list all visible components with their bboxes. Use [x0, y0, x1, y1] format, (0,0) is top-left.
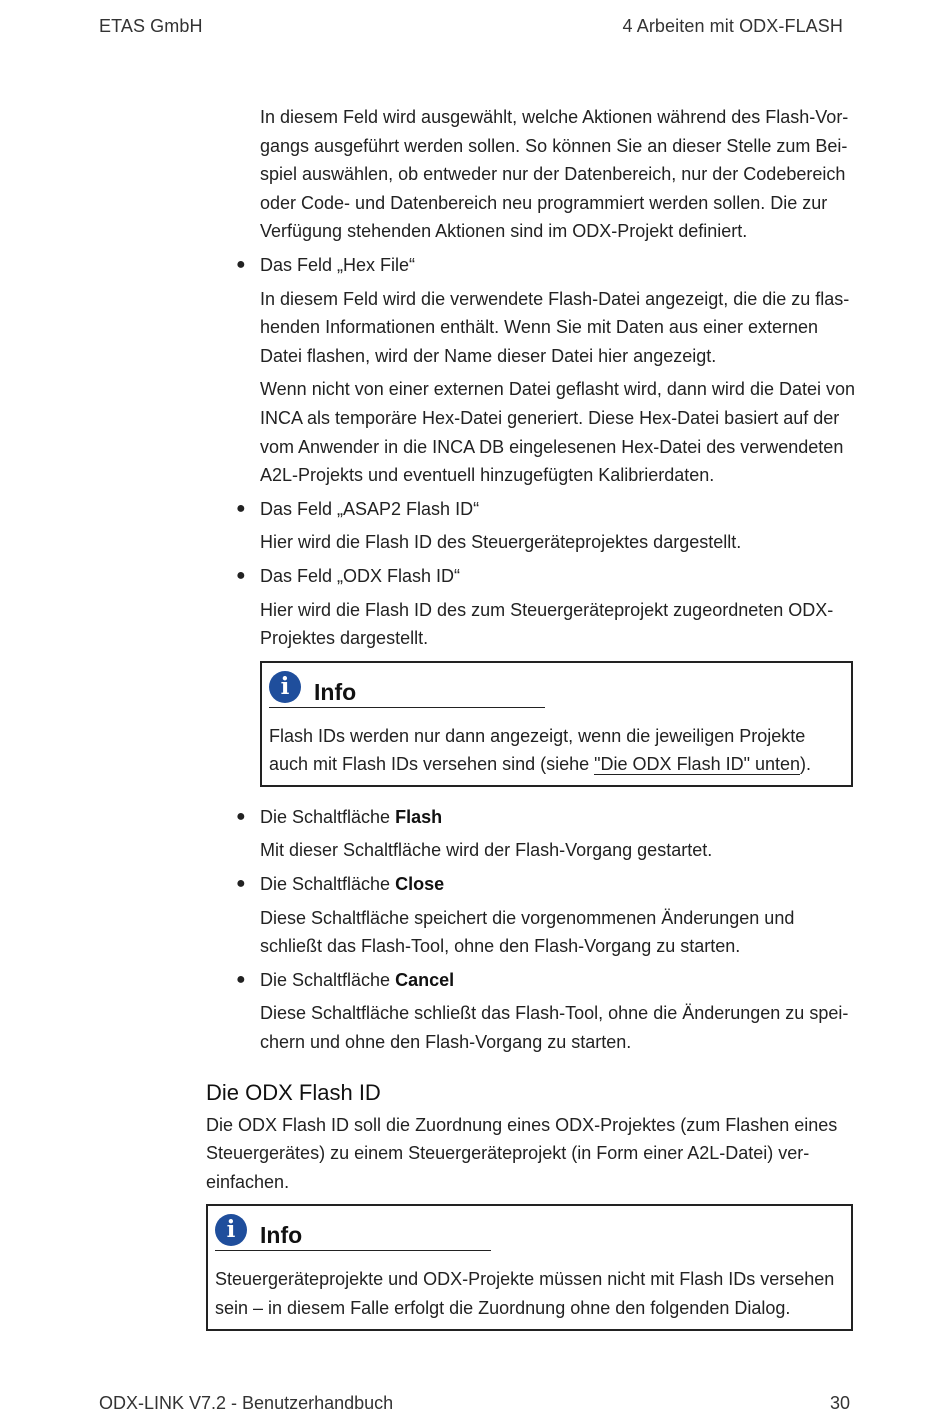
- info-text-before: Flash IDs werden nur dann angezeigt, wenn die jeweiligen Projekte auch mit Flash IDs versehen sind (siehe: [269, 725, 806, 775]
- list-item-asap2: [236, 495, 950, 524]
- header-company: ETAS GmbH: [99, 16, 203, 36]
- list-item-hexfile: [236, 251, 950, 280]
- paragraph-flash: Mit dieser Schaltfläche wird der Flash-Vorgang gestartet.: [260, 840, 713, 861]
- bullet-dot-icon: ●: [236, 566, 246, 584]
- paragraph-hexfile-2: Wenn nicht von einer externen Datei geflasht wird, dann wird die Datei von INCA als temporäre Hex-Datei generiert. Diese Hex-Datei basiert auf der vom Anwender in die INCA DB eingelesenen Hex-Datei des verwendeten A2L-Projekts und eventuell hinzugefügten Kalibrierdaten.: [260, 379, 856, 486]
- info-icon: i: [269, 671, 301, 703]
- info-box-flash-ids: [260, 661, 853, 787]
- bullet-dot-icon: ●: [236, 255, 246, 273]
- info-box-text: Steuergeräteprojekte und ODX-Projekte müssen nicht mit Flash IDs versehen sein – in diesem Falle erfolgt die Zuordnung ohne den folgenden Dialog.: [215, 1269, 835, 1318]
- paragraph-cancel: Diese Schaltfläche schließt das Flash-Tool, ohne die Änderungen zu spei-chern und ohne den Flash-Vorgang zu starten.: [260, 1003, 849, 1053]
- info-box-mapping: [206, 1204, 853, 1330]
- list-item-odx: [236, 562, 950, 591]
- list-item-label: Das Feld „ODX Flash ID“: [260, 565, 461, 586]
- paragraph-odx: Hier wird die Flash ID des zum Steuergeräteprojekt zugeordneten ODX-Projektes dargestellt.: [260, 599, 834, 649]
- info-text-after: ).: [800, 754, 812, 775]
- list-item-prefix: Die Schaltfläche: [260, 806, 396, 827]
- paragraph-hexfile-1: In diesem Feld wird die verwendete Flash-Datei angezeigt, die die zu flas-henden Informationen enthält. Wenn Sie mit Daten aus einer externen Datei flashen, wird der Name dieser Datei hier angezeigt.: [260, 288, 850, 366]
- list-item-close: [236, 870, 950, 899]
- footer-manual-title: ODX-LINK V7.2 - Benutzerhandbuch: [99, 1393, 394, 1413]
- bullet-dot-icon: ●: [236, 970, 246, 988]
- running-header: [99, 16, 843, 37]
- paragraph-close: Diese Schaltfläche speichert die vorgenommenen Änderungen und schließt das Flash-Tool, ohne den Flash-Vorgang zu starten.: [260, 907, 795, 957]
- bullet-dot-icon: ●: [236, 499, 246, 517]
- cross-reference-link[interactable]: "Die ODX Flash ID" unten: [594, 754, 801, 775]
- list-item-cancel: [236, 966, 950, 995]
- list-item-prefix: Die Schaltfläche: [260, 969, 396, 990]
- info-box-text: [269, 722, 843, 779]
- button-name-flash: Flash: [395, 806, 443, 827]
- list-item-label: Das Feld „Hex File“: [260, 254, 416, 275]
- info-box-header: [269, 671, 545, 708]
- button-name-cancel: Cancel: [395, 969, 455, 990]
- running-footer: [99, 1393, 850, 1414]
- header-chapter: 4 Arbeiten mit ODX-FLASH: [622, 16, 843, 36]
- paragraph-odx-intro: Die ODX Flash ID soll die Zuordnung eines ODX-Projektes (zum Flashen eines Steuergerätes) zu einem Steuergeräteprojekt (in Form einer A2L-Datei) ver-einfachen.: [206, 1114, 838, 1192]
- info-icon: i: [215, 1214, 247, 1246]
- bullet-dot-icon: ●: [236, 807, 246, 825]
- info-box-title: Info: [314, 678, 357, 705]
- paragraph-asap2: Hier wird die Flash ID des Steuergeräteprojektes dargestellt.: [260, 532, 742, 553]
- list-item-prefix: Die Schaltfläche: [260, 874, 396, 895]
- section-heading-odx-flash-id: Die ODX Flash ID: [206, 1079, 381, 1105]
- paragraph-actions: In diesem Feld wird ausgewählt, welche Aktionen während des Flash-Vor-gangs ausgeführt werden sollen. So können Sie an dieser Stelle zum Bei-spiel auswählen, ob entweder nur der Datenbereich, nur der Codebereich oder Code- und Datenbereich neu programmiert werden sollen. Die zur Verfügung stehenden Aktionen sind im ODX-Projekt definiert.: [260, 107, 849, 242]
- page-number: 30: [829, 1393, 850, 1413]
- list-item-label: Das Feld „ASAP2 Flash ID“: [260, 498, 480, 519]
- page-content: [0, 103, 950, 1347]
- info-box-header: [215, 1214, 491, 1251]
- bullet-dot-icon: ●: [236, 875, 246, 893]
- info-box-title: Info: [260, 1222, 303, 1249]
- list-item-flash: [236, 803, 950, 832]
- button-name-close: Close: [395, 874, 445, 895]
